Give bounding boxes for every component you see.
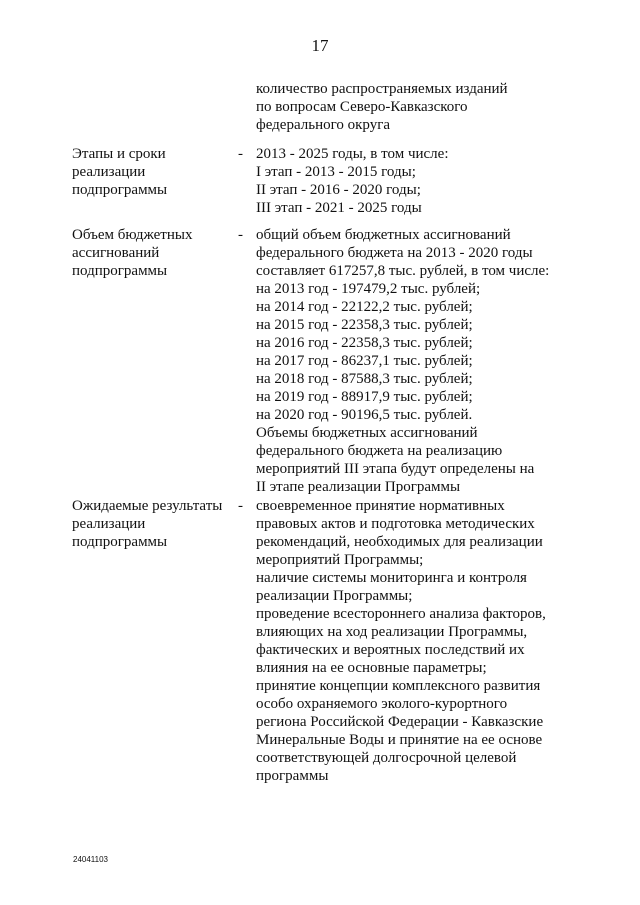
document-code: 24041103: [73, 855, 108, 864]
content-line: проведение всестороннего анализа факторов,: [256, 606, 546, 622]
section-label-line: реализации: [72, 516, 146, 532]
content-line: федерального бюджета на 2013 - 2020 годы: [256, 245, 533, 261]
content-line: II этап - 2016 - 2020 годы;: [256, 182, 421, 198]
section-content: [256, 145, 556, 217]
content-line: 2013 - 2025 годы, в том числе:: [256, 146, 449, 162]
content-line: на 2020 год - 90196,5 тыс. рублей.: [256, 407, 473, 423]
page-number: 17: [311, 36, 329, 55]
content-line: федерального бюджета на реализацию: [256, 443, 503, 459]
content-line: Объемы бюджетных ассигнований: [256, 425, 478, 441]
section-label-line: Ожидаемые результаты: [72, 498, 223, 514]
section-label-line: Этапы и сроки: [72, 146, 166, 162]
content-line: на 2018 год - 87588,3 тыс. рублей;: [256, 371, 473, 387]
content-line: III этап - 2021 - 2025 годы: [256, 200, 422, 216]
section-content: [256, 497, 556, 785]
section-label: [72, 226, 222, 280]
content-line: программы: [256, 768, 329, 784]
content-line: I этап - 2013 - 2015 годы;: [256, 164, 416, 180]
section-label-line: Объем бюджетных: [72, 227, 193, 243]
content-line: наличие системы мониторинга и контроля: [256, 570, 527, 586]
content-line: на 2016 год - 22358,3 тыс. рублей;: [256, 335, 473, 351]
continuation-line: федерального округа: [256, 117, 391, 133]
content-line: на 2017 год - 86237,1 тыс. рублей;: [256, 353, 473, 369]
section-dash: -: [238, 498, 243, 514]
content-line: фактических и вероятных последствий их: [256, 642, 525, 658]
section-content: [256, 226, 556, 496]
content-line: региона Российской Федерации - Кавказские: [256, 714, 544, 730]
content-line: на 2015 год - 22358,3 тыс. рублей;: [256, 317, 473, 333]
content-line: влияния на ее основные параметры;: [256, 660, 487, 676]
section-dash: -: [238, 146, 243, 162]
content-line: особо охраняемого эколого-курортного: [256, 696, 508, 712]
content-line: мероприятий III этапа будут определены на: [256, 461, 535, 477]
content-line: составляет 617257,8 тыс. рублей, в том числе:: [256, 263, 550, 279]
content-line: своевременное принятие нормативных: [256, 498, 505, 514]
continuation-content: [256, 80, 556, 134]
content-line: на 2013 год - 197479,2 тыс. рублей;: [256, 281, 481, 297]
content-line: на 2014 год - 22122,2 тыс. рублей;: [256, 299, 473, 315]
content-line: мероприятий Программы;: [256, 552, 424, 568]
content-line: общий объем бюджетных ассигнований: [256, 227, 511, 243]
content-line: II этапе реализации Программы: [256, 479, 461, 495]
section-label-line: ассигнований: [72, 245, 160, 261]
content-line: влияющих на ход реализации Программы,: [256, 624, 528, 640]
content-line: рекомендаций, необходимых для реализации: [256, 534, 543, 550]
content-line: правовых актов и подготовка методических: [256, 516, 535, 532]
section-label: [72, 497, 222, 551]
section-label: [72, 145, 222, 199]
continuation-line: количество распространяемых изданий: [256, 81, 508, 97]
section-label-line: подпрограммы: [72, 182, 168, 198]
section-dash: -: [238, 227, 243, 243]
content-line: Минеральные Воды и принятие на ее основе: [256, 732, 543, 748]
section-label-line: подпрограммы: [72, 534, 168, 550]
continuation-line: по вопросам Северо-Кавказского: [256, 99, 468, 115]
content-line: соответствующей долгосрочной целевой: [256, 750, 517, 766]
section-label-line: подпрограммы: [72, 263, 168, 279]
section-label-line: реализации: [72, 164, 146, 180]
content-line: на 2019 год - 88917,9 тыс. рублей;: [256, 389, 473, 405]
content-line: реализации Программы;: [256, 588, 413, 604]
content-line: принятие концепции комплексного развития: [256, 678, 541, 694]
